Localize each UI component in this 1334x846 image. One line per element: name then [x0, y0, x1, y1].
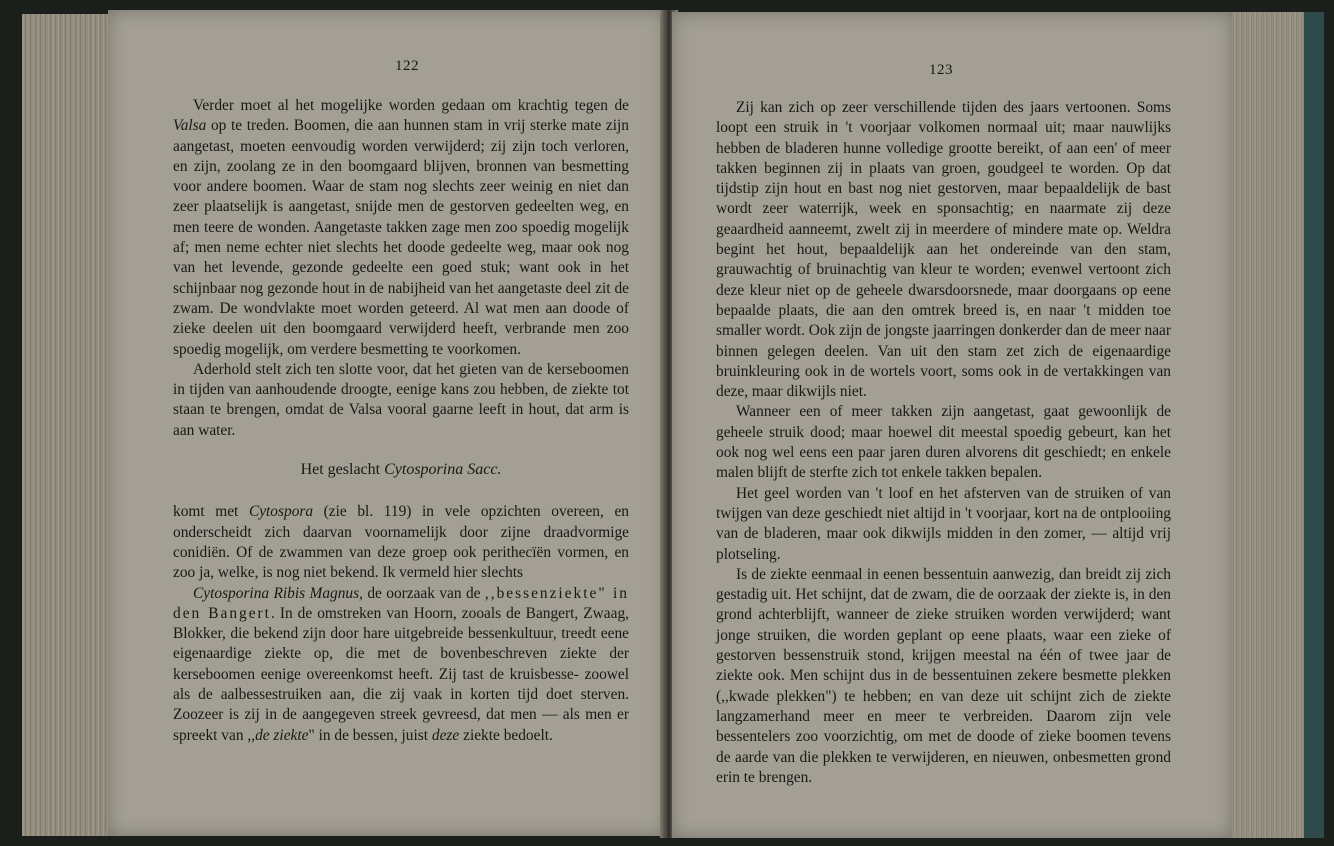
text-run: Verder moet al het mogelijke worden gedaan om krachtig tegen de: [193, 97, 629, 114]
page-number: 122: [395, 58, 419, 74]
paragraph: Zij kan zich op zeer verschillende tijden des jaars vertoonen. Soms loopt een struik in 't voorjaar volkomen normaal uit; maar nauwlijks hebben de bladeren hunne volledige grootte bereikt, of aan een' of meer takken beginnen zij in plaats van groen, goudgeel te worden. Op dat tijdstip zijn hout en bast nog niet gestorven, maar bepaaldelijk de bast wordt zeer waterrijk, week en sponsachtig; en naarmate zij deze geaardheid aanneemt, zwelt zij in meerdere of mindere mate op. Weldra begint het hout, bepaaldelijk aan het ondereinde van den stam, grauwachtig of bruinachtig van kleur te worden; evenwel vertoont zich deze kleur niet op de geheele dwarsdoorsnede, maar doorgaans op eene bepaalde plaats, die aan den omtrek breed is, en naar 't midden toe smaller wordt. Ook zijn de jongste jaarringen donkerder dan de meer naar binnen gelegen deelen. Van uit den stam zet zich de eigenaardige bruinkleuring ook in de wortels voort, soms ook in de vertakkingen van deze, maar dikwijls niet.: [716, 99, 1171, 401]
text-run-spaced: ,,bessenziekte" in den Bangert: [173, 584, 629, 622]
text-run: ziekte bedoelt.: [459, 726, 553, 744]
right-page-text: [716, 98, 1171, 788]
text-run-italic: Cytospora: [248, 503, 314, 521]
paragraph: Het geel worden van 't loof en het afsterven van de struiken of van twijgen van deze geschiedt niet altijd in 't voorjaar, kort na de ontplooiing van de bladeren, maar ook dikwijls midden in den zomer, — altijd vrij plotseling.: [716, 484, 1171, 563]
text-run-italic: Valsa: [173, 117, 207, 135]
paragraph: [173, 584, 629, 746]
page-edges-left: [22, 14, 114, 836]
left-page-text: [173, 96, 629, 746]
text-run-italic: deze: [431, 726, 460, 744]
right-page: [672, 12, 1232, 838]
paragraph: [173, 502, 629, 583]
text-run: (zie bl. 119) in vele opzichten overeen, en onderscheidt zich daarvan voornamelijk door zijne draadvormige conidiën. Of de zwammen van deze groep ook perithecïën vormen, en zoo ja, welke, is nog niet bekend. Ik vermeld hier slechts: [173, 503, 629, 582]
section-heading: [173, 460, 629, 480]
text-run: , de oorzaak van de: [359, 584, 485, 602]
left-page: [108, 10, 666, 836]
text-run: . In de omstreken van Hoorn, zooals de Bangert, Zwaag, Blokker, die bekend zijn door hare uitgebreide bessenkultuur, treedt eene eigenaardige ziekte op, die met de bovenbeschreven ziekte der kerseboomen eenige overeenkomst heeft. Zij tast de kruisbesse- zoowel als de aalbessestruiken aan, die zij vaak in korten tijd doet sterven. Zoozeer is zij in de aangegeven streek gevreesd, dat men — als men er spreekt van ,,: [173, 604, 629, 744]
page-edges-right: [1222, 12, 1308, 838]
text-run: op te treden. Boomen, die aan hunnen stam in vrij sterke mate zijn aangetast, moeten eenvoudig worden verwijderd; zij zijn toch verloren, en zijn, zoolang ze in den boomgaard blijven, bronnen van besmetting voor andere boomen. Waar de stam nog slechts zeer weinig en niet dan zeer plaatselijk is aangetast, snijde men de gestorven gedeelten weg, en men teere de wonden. Aangetaste takken zage men zoo spoedig mogelijk af; men neme echter niet slechts het doode gedeelte weg, maar ook nog van het levende, gezonde gedeelte een goed stuk; want ook in het schijnbaar nog gezonde hout in de nabijheid van het aangetaste deel zit de zwam. De wondvlakte moet worden geteerd. Al wat men aan doode of zieke deelen uit den boomgaard verwijderd heeft, verbrande men zoo spoedig mogelijk, om verdere besmetting te voorkomen.: [173, 117, 629, 358]
text-run-italic: Cytosporina Ribis Magnus: [193, 584, 360, 602]
text-run-italic: Cytosporina Sacc.: [384, 461, 502, 479]
paragraph: Is de ziekte eenmaal in eenen bessentuin aanwezig, dan breidt zij zich gestadig uit. Het schijnt, dat de zwam, die de oorzaak der ziekte is, in den grond achterblijft, wanneer de zieke struiken worden verwijderd; want jonge struiken, die worden geplant op eene plaats, waar een zieke of gestorven bessenstruik stond, krijgen meestal na één of twee jaar de ziekte ook. Men schijnt dus in de bessentuinen zekere besmette plekken (,,kwade plekken") te hebben; en van deze uit schijnt zich de ziekte langzamerhand meer en meer te verbreiden. Daarom zijn vele bessentelers zoo voorzichtig, om met de doode of zieke boomen tevens de aarde van die plekken te verwijderen, en nieuwen, onbesmetten grond erin te brengen.: [716, 565, 1171, 786]
paragraph: Wanneer een of meer takken zijn aangetast, gaat gewoonlijk de geheele struik dood; maar hoewel dit meestal spoedig gebeurt, kan het ook nog wel eens een paar jaren duren alvorens dit geschiedt; en enkele malen blijft de sterfte zich tot enkele takken bepalen.: [716, 403, 1171, 482]
text-run: Het geslacht: [300, 461, 385, 479]
text-run-italic: de ziekte: [255, 726, 309, 744]
page-number: 123: [929, 62, 953, 78]
text-run: " in de bessen, juist: [308, 726, 432, 744]
paragraph: [173, 96, 629, 360]
book-cover-edge: [1304, 12, 1324, 838]
paragraph: Aderhold stelt zich ten slotte voor, dat het gieten van de kerseboomen in tijden van aanhoudende droogte, eenige kans zou hebben, de ziekte tot staan te brengen, omdat de Valsa vooral gaarne leeft in hout, dat arm is aan water.: [173, 360, 629, 439]
text-run: komt met: [173, 503, 249, 521]
